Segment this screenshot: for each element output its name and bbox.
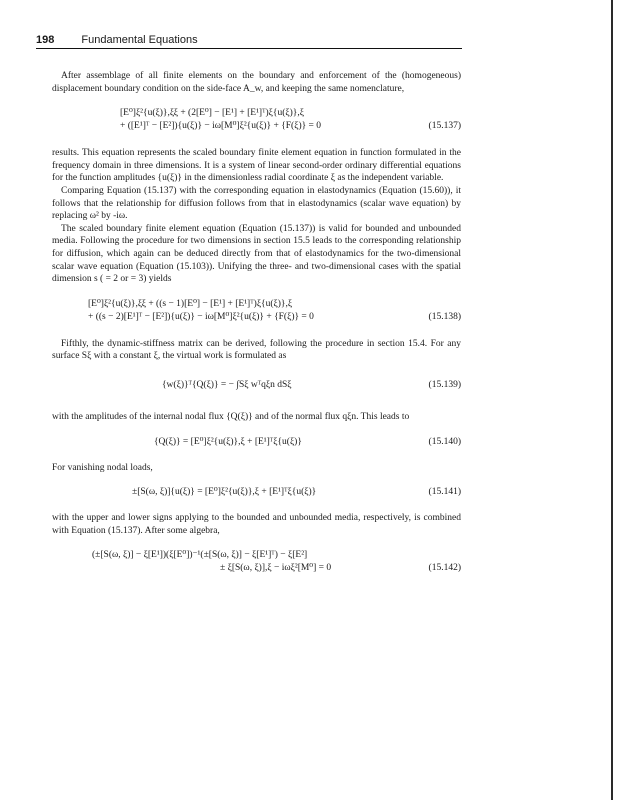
equation-line: ±[S(ω, ξ)]{u(ξ)} = [E⁰]ξ²{u(ξ)},ξ + [E¹]ᵀξ{u(ξ)} [132,487,317,498]
equation-15-140 [52,436,461,450]
page-edge-shadow [611,0,613,800]
page-body [52,70,461,577]
running-header [36,34,462,48]
equation-line: [E⁰]ξ²{u(ξ)},ξξ + ((s − 1)[E⁰] − [E¹] + [E¹]ᵀ)ξ{u(ξ)},ξ [88,298,293,309]
running-title: Fundamental Equations [81,34,198,46]
paragraph-flux: with the amplitudes of the internal nodal flux {Q(ξ)} and of the normal flux qξn. This leads to [52,411,410,422]
equation-line: + ([E¹]ᵀ − [E²]){u(ξ)} − iω[M⁰]ξ²{u(ξ)} + {F(ξ)} = 0 [120,121,322,132]
equation-15-139 [52,375,461,399]
equation-line: (±[S(ω, ξ)] − ξ[E¹])(ξ[E⁰])⁻¹(±[S(ω, ξ)] − ξ[E¹]ᵀ) − ξ[E²] [92,550,308,561]
equation-line: {w(ξ)}ᵀ{Q(ξ)} = − ∫Sξ wᵀqξn dSξ [162,379,292,390]
equation-line: {Q(ξ)} = [E⁰]ξ²{u(ξ)},ξ + [E¹]ᵀξ{u(ξ)} [154,436,302,447]
equation-number: (15.137) [428,121,461,132]
paragraph-intro: After assemblage of all finite elements on the boundary and enforcement of the (homogeneous) displacement boundary condition on the side-face A_w, and keeping the same nomenclature, [52,71,461,94]
paragraph-nodal-loads: For vanishing nodal loads, [52,462,153,473]
page-number: 198 [36,34,55,46]
equation-line: + ((s − 2)[E¹]ᵀ − [E²]){u(ξ)} − iω[M⁰]ξ²{u(ξ)} + {F(ξ)} = 0 [88,311,314,322]
equation-number: (15.139) [428,379,461,390]
paragraph-stiffness: Fifthly, the dynamic-stiffness matrix can be derived, following the procedure in section 15.4. For any surface Sξ with a constant ξ, the virtual work is formulated as [52,338,461,362]
paragraph-validity: The scaled boundary finite element equation (Equation (15.137)) is valid for bounded and unbounded media. Following the procedure for two dimensions in section 15.5 leads to the corresponding relationship for diffusion, which again can be deduced directly from that of elastodynamics for the two-dimensional scalar wave equation (Equation (15.103)). Unifying the three- and two-dimensional cases with the spatial dimension s ( = 2 or = 3) yields [52,223,461,285]
equation-15-137 [52,107,461,135]
header-rule [36,48,462,49]
equation-line: [E⁰]ξ²{u(ξ)},ξξ + (2[E⁰] − [E¹] + [E¹]ᵀ)ξ{u(ξ)},ξ [120,108,304,119]
paragraph-comparison: Comparing Equation (15.137) with the corresponding equation in elastodynamics (Equation (15.60)), it follows that the relationship for diffusion follows from that in elastodynamics (scalar wave equation) by replacing ω² by -iω. [52,185,461,222]
equation-number: (15.141) [428,487,461,498]
equation-number: (15.142) [428,563,461,574]
equation-number: (15.140) [428,436,461,447]
equation-15-141 [52,486,461,500]
equation-15-138 [52,298,461,326]
paragraph-results: results. This equation represents the scaled boundary finite element equation in function formulated in the frequency domain in three dimensions. It is a system of linear second-order ordinary differential equations for the function amplitudes {u(ξ)} in the dimensionless radial coordinate ξ as the independent variable. [52,148,461,184]
equation-15-142 [52,549,461,577]
equation-line: ± ξ[S(ω, ξ)],ξ − iωξ²[M⁰] = 0 [220,563,332,574]
equation-number: (15.138) [428,311,461,322]
paragraph-signs: with the upper and lower signs applying to the bounded and unbounded media, respectively, is combined with Equation (15.137). After some algebra, [52,513,461,536]
